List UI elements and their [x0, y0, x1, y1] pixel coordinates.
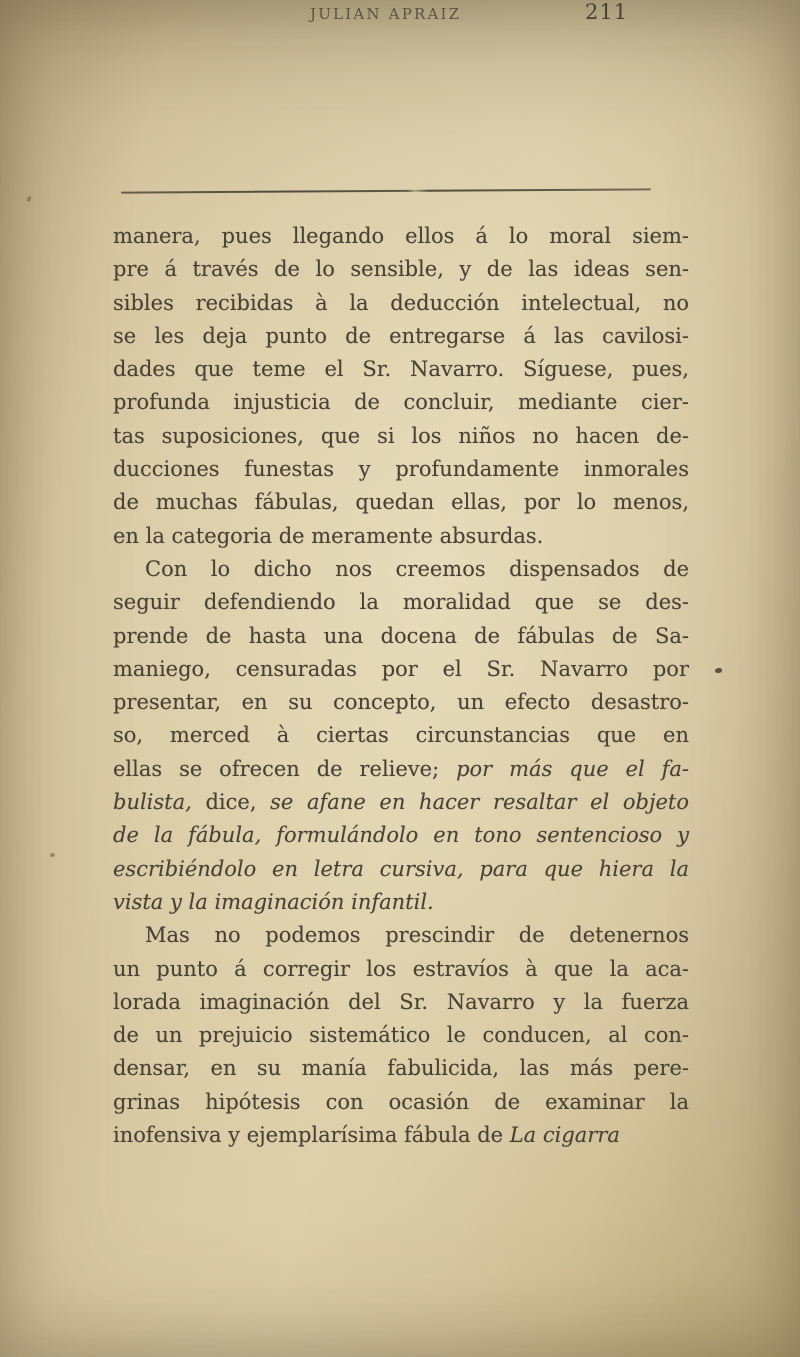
- text-line: [113, 620, 689, 653]
- page-number: 211: [585, 0, 629, 24]
- text-line: [113, 786, 689, 819]
- text-segment: maniego, censuradas por el Sr. Navarro por: [113, 656, 689, 681]
- italic-text-segment: de la fábula, formulándolo en tono sentencioso y: [113, 823, 689, 848]
- text-segment: pre á través de lo sensible, y de las ideas sen-: [113, 257, 689, 282]
- text-line: [113, 953, 689, 986]
- running-head-author: JULIAN APRAIZ: [310, 5, 462, 23]
- text-line: [113, 819, 689, 852]
- text-line: [113, 553, 689, 586]
- text-line: [113, 453, 689, 486]
- text-segment: se les deja punto de entregarse á las cavilosi-: [113, 323, 689, 348]
- text-segment: dades que teme el Sr. Navarro. Síguese, pues,: [113, 357, 689, 382]
- text-segment: grinas hipótesis con ocasión de examinar la: [113, 1089, 689, 1114]
- ink-speck: [715, 668, 722, 673]
- text-line: [113, 886, 689, 919]
- text-segment: Mas no podemos prescindir de detenernos: [145, 923, 689, 948]
- text-segment: seguir defendiendo la moralidad que se des-: [113, 590, 689, 615]
- page-header: [0, 0, 800, 26]
- text-line: [113, 320, 689, 353]
- text-line: [113, 520, 689, 553]
- italic-text-segment: bulista,: [113, 790, 192, 815]
- text-line: [113, 1019, 689, 1052]
- text-line: [113, 220, 689, 253]
- text-segment: sibles recibidas à la deducción intelectual, no: [113, 290, 689, 315]
- text-line: [113, 986, 689, 1019]
- text-line: [113, 420, 689, 453]
- text-segment: inofensiva y ejemplarísima fábula de: [113, 1123, 510, 1148]
- text-block: [113, 220, 689, 1152]
- text-segment: lorada imaginación del Sr. Navarro y la fuerza: [113, 989, 689, 1014]
- text-segment: ellas se ofrecen de relieve;: [113, 756, 457, 781]
- text-line: [113, 719, 689, 752]
- ink-speck: [26, 195, 32, 202]
- text-line: [113, 486, 689, 519]
- text-segment: profunda injusticia de concluir, mediante cier-: [113, 390, 689, 415]
- text-line: [113, 287, 689, 320]
- text-segment: ducciones funestas y profundamente inmorales: [113, 457, 689, 482]
- italic-text-segment: La cigarra: [509, 1123, 620, 1148]
- text-line: [113, 853, 689, 886]
- text-segment: de muchas fábulas, quedan ellas, por lo menos,: [113, 490, 689, 515]
- header-rule: [121, 188, 651, 193]
- italic-text-segment: se afane en hacer resaltar el objeto: [270, 790, 690, 815]
- text-line: [113, 1119, 689, 1152]
- ink-speck: [50, 853, 55, 857]
- text-line: [113, 253, 689, 286]
- text-segment: manera, pues llegando ellos á lo moral siem-: [113, 224, 689, 248]
- text-line: [113, 686, 689, 719]
- text-segment: en la categoria de meramente absurdas.: [113, 523, 544, 548]
- text-segment: so, merced à ciertas circunstancias que en: [113, 723, 689, 748]
- text-segment: tas suposiciones, que si los niños no hacen de-: [113, 423, 689, 448]
- italic-text-segment: escribiéndolo en letra cursiva, para que hiera la: [113, 856, 689, 881]
- italic-text-segment: por más que el fa-: [456, 756, 690, 781]
- text-segment: de un prejuicio sistemático le conducen, al con-: [113, 1023, 689, 1048]
- italic-text-segment: vista y la imaginación infantil.: [113, 889, 434, 914]
- text-line: [113, 919, 689, 952]
- text-segment: Con lo dicho nos creemos dispensados de: [145, 556, 689, 581]
- text-line: [113, 586, 689, 619]
- text-line: [113, 386, 689, 419]
- text-segment: prende de hasta una docena de fábulas de Sa-: [113, 623, 689, 648]
- text-line: [113, 1086, 689, 1119]
- text-line: [113, 753, 689, 786]
- text-segment: densar, en su manía fabulicida, las más pere-: [113, 1056, 689, 1081]
- text-segment: presentar, en su concepto, un efecto desastro-: [113, 690, 689, 715]
- text-segment: dice,: [191, 790, 271, 815]
- text-segment: un punto á corregir los estravíos à que la aca-: [113, 956, 689, 981]
- text-line: [113, 1052, 689, 1085]
- text-line: [113, 353, 689, 386]
- text-line: [113, 653, 689, 686]
